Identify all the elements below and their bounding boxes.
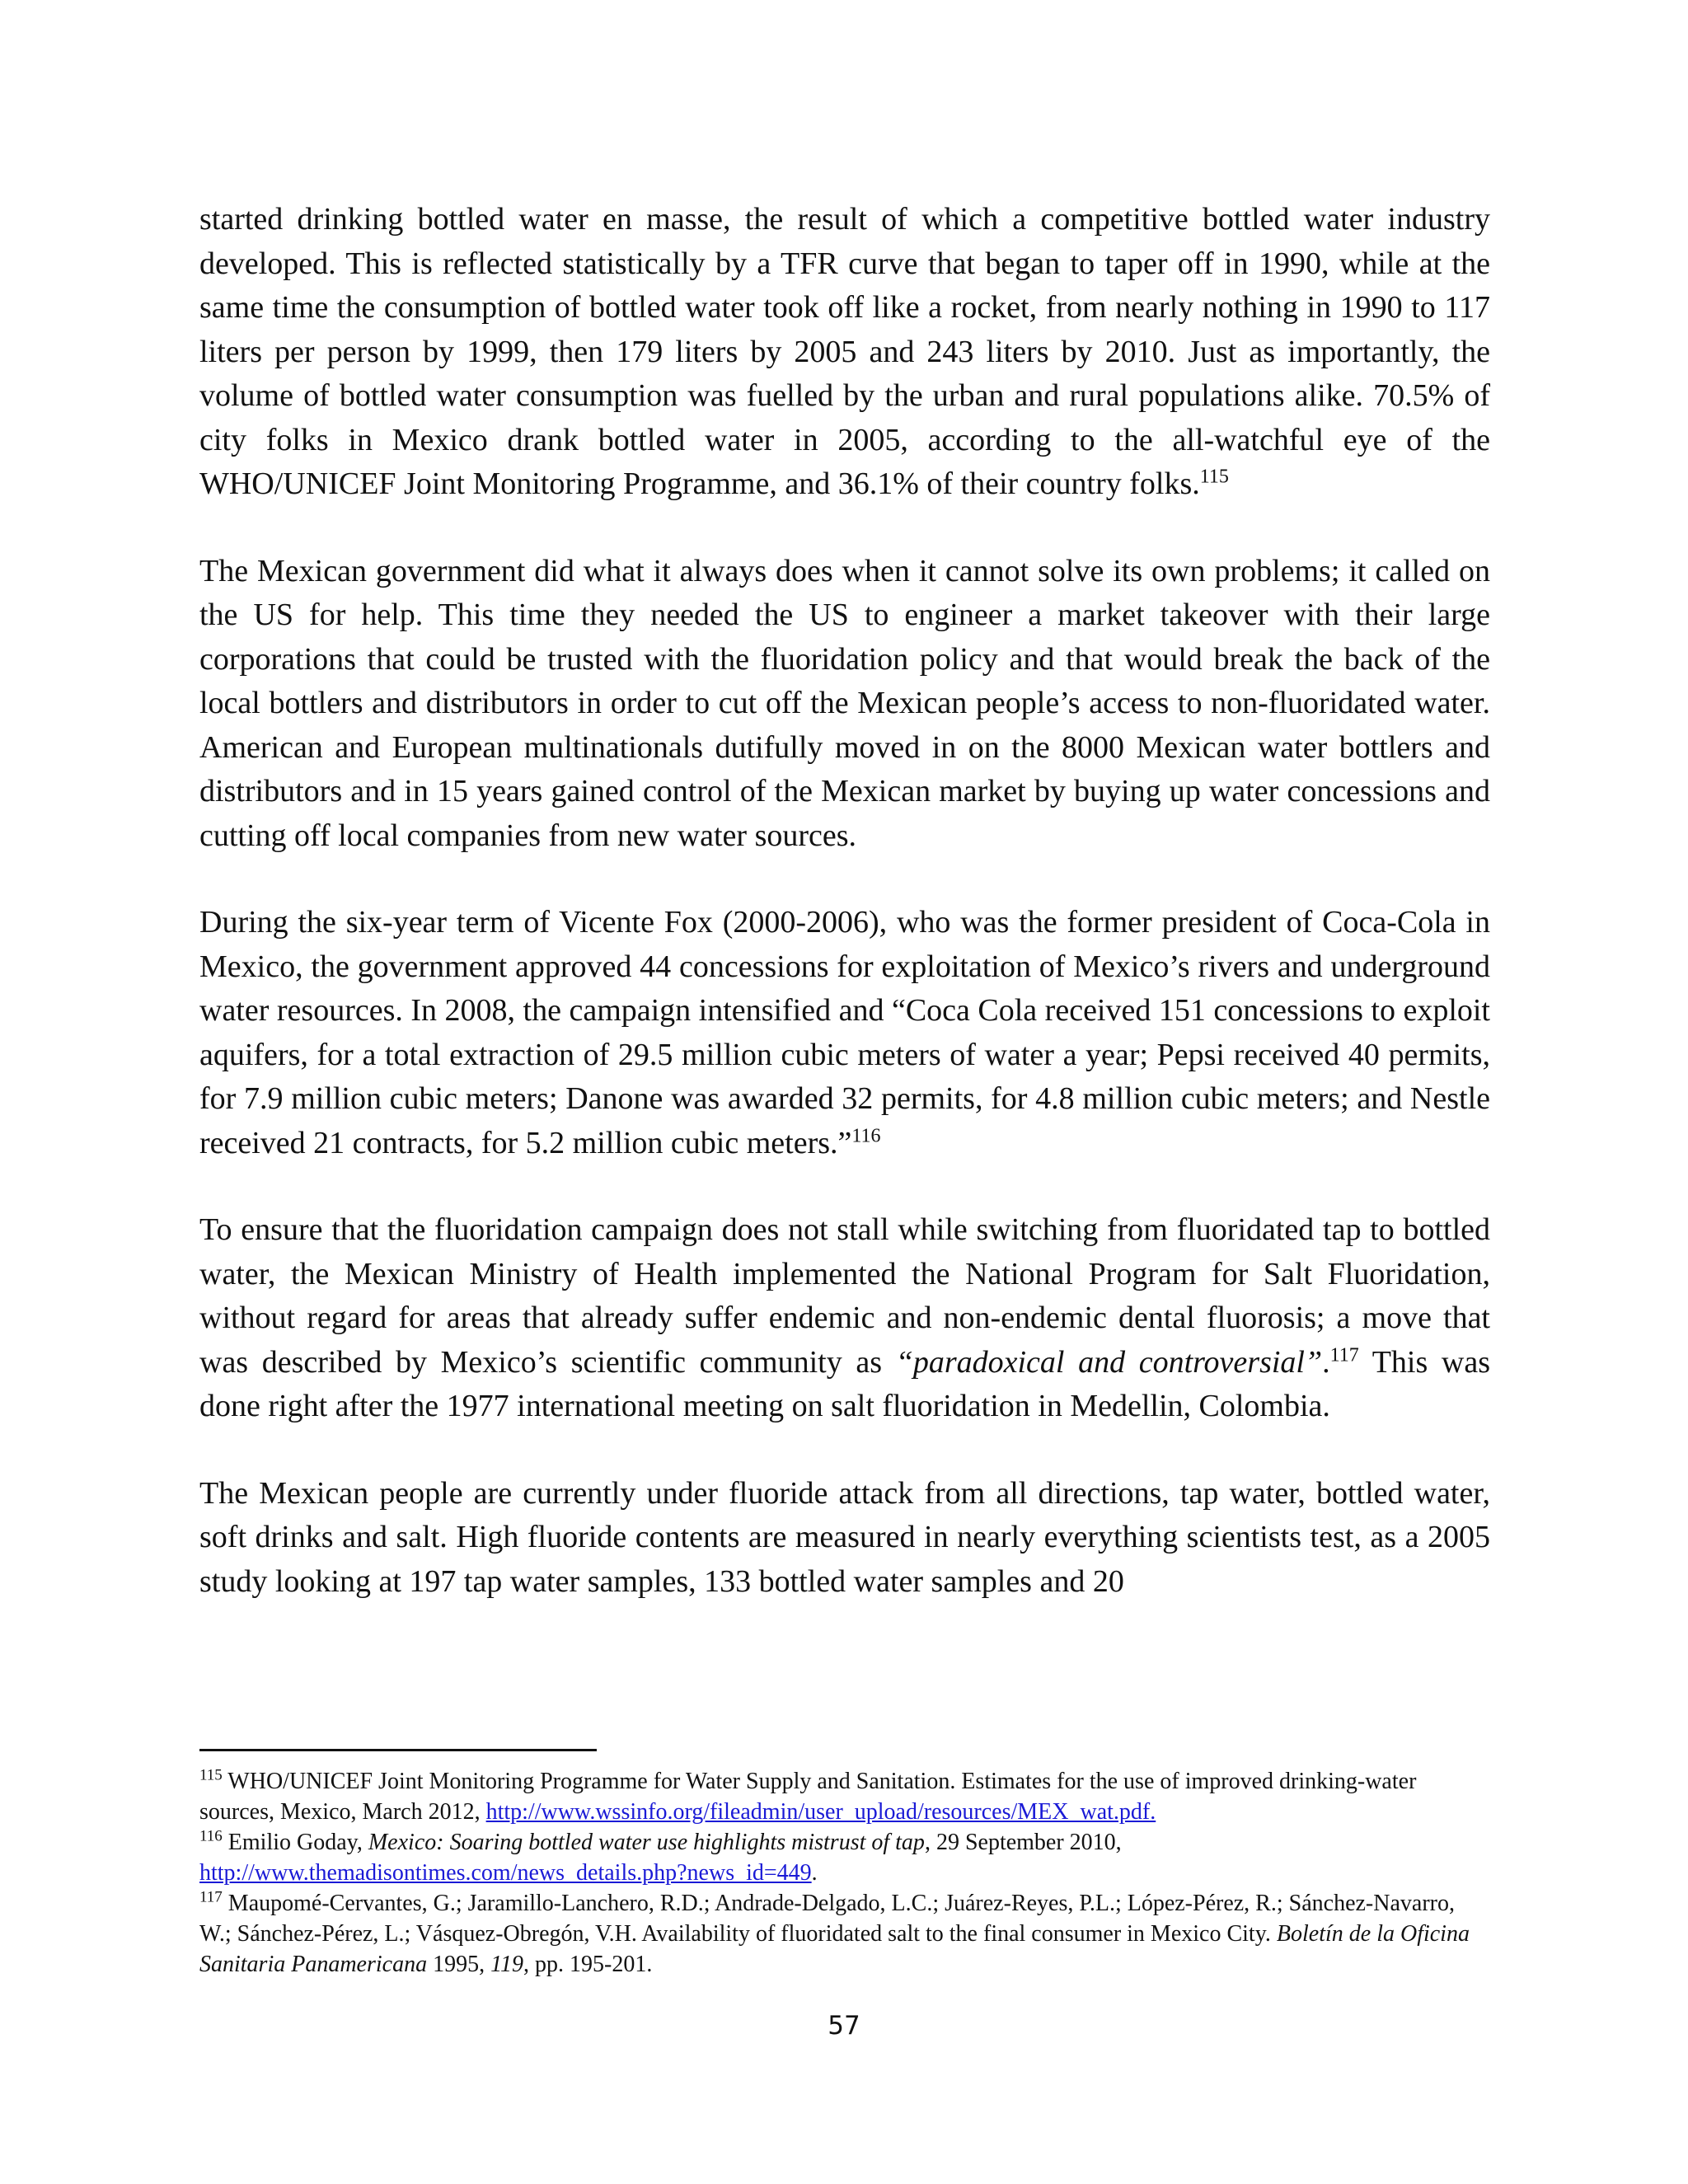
paragraph-4-text-b: . xyxy=(1322,1344,1330,1380)
footnote-separator xyxy=(199,1749,597,1751)
paragraph-4 xyxy=(199,1208,1490,1429)
footnote-117-text-a: Maupomé-Cervantes, G.; Jaramillo-Lanchero, R.D.; Andrade-Delgado, L.C.; Juárez-Reyes, P.L.; López-Pérez, R.; Sánchez-Navarro, W.; Sánchez-Pérez, L.; Vásquez-Obregón, V.H. Availability of fluoridated salt to the final consumer in Mexico City. xyxy=(199,1891,1455,1947)
footnote-117 xyxy=(199,1888,1490,1980)
footnote-117-text-b: 1995, xyxy=(427,1952,491,1977)
footnote-116-link[interactable]: http://www.themadisontimes.com/news_details.php?news_id=449 xyxy=(199,1860,812,1886)
footnote-117-text-c: , pp. 195-201. xyxy=(523,1952,653,1977)
paragraph-1-text: started drinking bottled water en masse, the result of which a competitive bottled water industry developed. This is reflected statistically by a TFR curve that began to taper off in 1990, while at the same time the consumption of bottled water took off like a rocket, from nearly nothing in 1990 to 117 liters per person by 1999, then 179 liters by 2005 and 243 liters by 2010. Just as importantly, the volume of bottled water consumption was fuelled by the urban and rural populations alike. 70.5% of city folks in Mexico drank bottled water in 2005, according to the all-watchful eye of the WHO/UNICEF Joint Monitoring Programme, and 36.1% of their country folks. xyxy=(199,202,1490,501)
footnote-116-text-c: . xyxy=(811,1860,818,1886)
page-body xyxy=(199,198,1490,1647)
paragraph-5-text: The Mexican people are currently under fluoride attack from all directions, tap water, bottled water, soft drinks and salt. High fluoride contents are measured in nearly everything scientists test, as a 2005 study looking at 197 tap water samples, 133 bottled water samples and 20 xyxy=(199,1475,1490,1599)
paragraph-4-text-a: To ensure that the fluoridation campaign does not stall while switching from fluoridated tap to bottled water, the Mexican Ministry of Health implemented the National Program for Salt Fluoridation, without regard for areas that already suffer endemic and non-endemic dental fluorosis; a move that was described by Mexico’s scientific community as xyxy=(199,1212,1490,1380)
footnotes-section xyxy=(199,1749,1490,1980)
footnote-number-117: 117 xyxy=(199,1888,223,1906)
footnote-115 xyxy=(199,1766,1490,1827)
footnote-117-journal: Boletín de la Oficina Sanitaria Panamericana xyxy=(199,1921,1470,1977)
footnote-115-text: WHO/UNICEF Joint Monitoring Programme for Water Supply and Sanitation. Estimates for the use of improved drinking-water sources, Mexico, March 2012, xyxy=(199,1769,1417,1825)
footnote-117-volume: 119 xyxy=(490,1952,524,1977)
footnote-116-text-b: , 29 September 2010, xyxy=(924,1830,1122,1855)
paragraph-5 xyxy=(199,1472,1490,1605)
paragraph-3 xyxy=(199,901,1490,1165)
footnote-ref-117[interactable]: 117 xyxy=(1329,1343,1359,1366)
paragraph-1 xyxy=(199,198,1490,507)
footnote-ref-116[interactable]: 116 xyxy=(851,1124,881,1146)
paragraph-4-quote: “paradoxical and controversial” xyxy=(895,1344,1323,1380)
page-number: 57 xyxy=(828,2011,860,2041)
footnote-116 xyxy=(199,1827,1490,1888)
paragraph-3-text: During the six-year term of Vicente Fox (2000-2006), who was the former president of Coca-Cola in Mexico, the government approved 44 concessions for exploitation of Mexico’s rivers and underground water resources. In 2008, the campaign intensified and “Coca Cola received 151 concessions to exploit aquifers, for a total extraction of 29.5 million cubic meters of water a year; Pepsi received 40 permits, for 7.9 million cubic meters; Danone was awarded 32 permits, for 4.8 million cubic meters; and Nestle received 21 contracts, for 5.2 million cubic meters.” xyxy=(199,905,1490,1160)
paragraph-2 xyxy=(199,550,1490,859)
paragraph-2-text: The Mexican government did what it always does when it cannot solve its own problems; it called on the US for help. This time they needed the US to engineer a market takeover with their large corporations that could be trusted with the fluoridation policy and that would break the back of the local bottlers and distributors in order to cut off the Mexican people’s access to non-fluoridated water. American and European multinationals dutifully moved in on the 8000 Mexican water bottlers and distributors and in 15 years gained control of the Mexican market by buying up water concessions and cutting off local companies from new water sources. xyxy=(199,553,1490,853)
footnote-116-title: Mexico: Soaring bottled water use highlights mistrust of tap xyxy=(368,1830,925,1855)
footnote-number-116: 116 xyxy=(199,1827,223,1845)
footnote-ref-115[interactable]: 115 xyxy=(1199,466,1229,488)
footnote-number-115: 115 xyxy=(199,1766,223,1784)
footnote-115-link[interactable]: http://www.wssinfo.org/fileadmin/user_upload/resources/MEX_wat.pdf. xyxy=(485,1799,1156,1825)
paragraph-4-text-c: This was done right after the 1977 international meeting on salt fluoridation in Medellin, Colombia. xyxy=(199,1344,1490,1423)
footnote-116-text-a: Emilio Goday, xyxy=(222,1830,368,1855)
